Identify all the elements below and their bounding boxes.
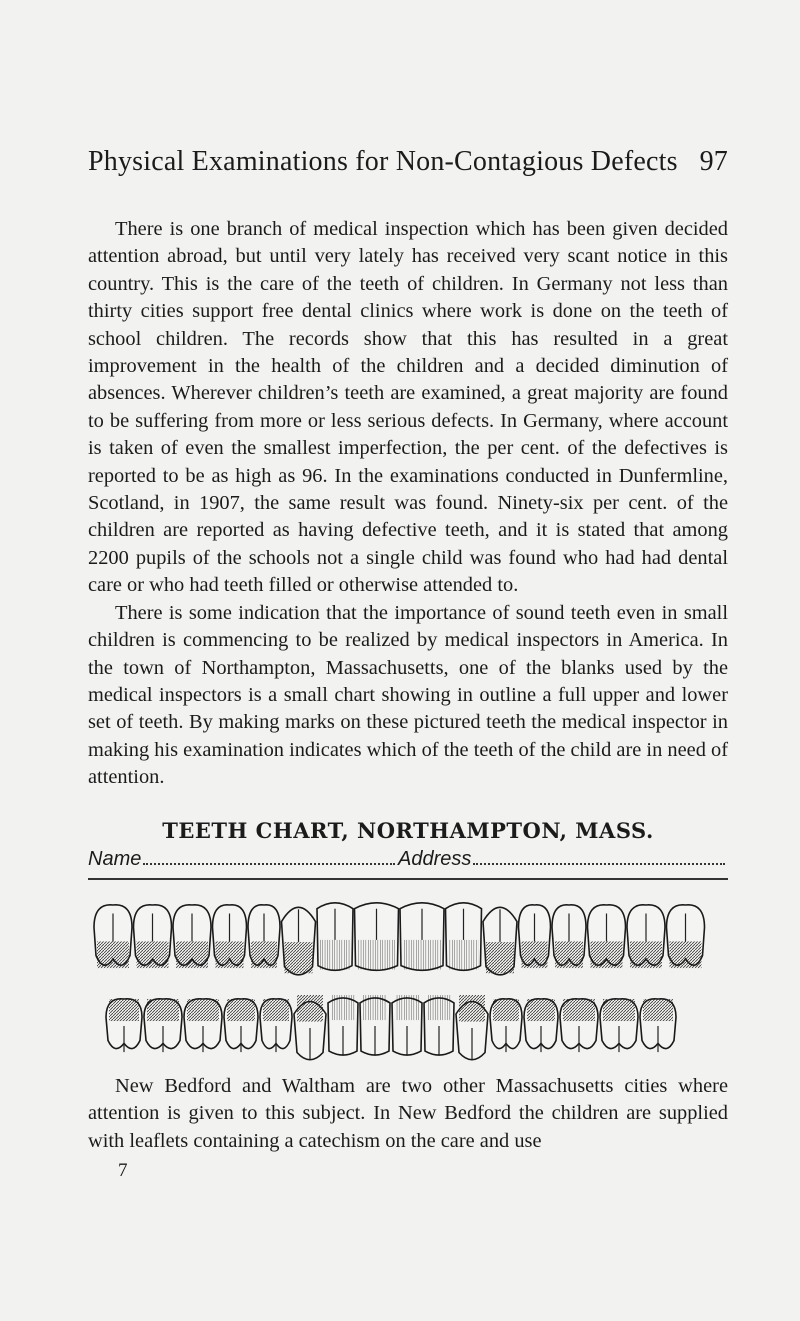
signature-mark: 7 bbox=[118, 1160, 128, 1181]
teeth-chart-illustration bbox=[92, 893, 724, 1068]
tooth-icon bbox=[260, 999, 292, 1052]
page-number: 97 bbox=[699, 146, 728, 177]
tooth-icon bbox=[248, 905, 280, 968]
tooth-icon bbox=[392, 995, 422, 1056]
tooth-icon bbox=[667, 905, 705, 968]
paragraph-dental-clinics: There is one branch of medical inspection which has been given decided attention abroad, but until very lately has received very scant notice in this country. This is the care of the teeth of children. In Germany not less than thirty cities support free dental clinics where work is done on the teeth of school children. The records show that this has resulted in a great improvement in the health of the children and a decided diminution of absences. Wherever children’s teeth are examined, a great majority are found to be suffering from more or less serious defects. In Germany, where account is taken of even the smallest imperfection, the per cent. of the defectives is reported to be as high as 96. In the examinations conducted in Dunfermline, Scotland, in 1907, the same result was found. Ninety-six per cent. of the children are reported as having defective teeth, and it is stated that among 2200 pupils of the schools not a single child was found who had had dental care or who had teeth filled or otherwise attended to. bbox=[88, 218, 728, 597]
tooth-icon bbox=[588, 905, 626, 968]
tooth-icon bbox=[600, 999, 638, 1052]
tooth-icon bbox=[446, 903, 482, 970]
tooth-icon bbox=[519, 905, 551, 968]
tooth-icon bbox=[490, 999, 522, 1052]
address-label: Address bbox=[398, 848, 472, 870]
page-header-title: Physical Examinations for Non-Contagious Defects bbox=[88, 146, 678, 177]
tooth-icon bbox=[282, 907, 316, 975]
tooth-icon bbox=[213, 905, 247, 968]
tooth-icon bbox=[184, 999, 222, 1052]
tooth-icon bbox=[456, 995, 488, 1060]
tooth-icon bbox=[294, 995, 326, 1060]
tooth-icon bbox=[524, 999, 558, 1052]
running-header bbox=[88, 146, 728, 178]
tooth-icon bbox=[483, 907, 517, 975]
body-text-upper bbox=[88, 216, 728, 792]
lower-teeth-row bbox=[106, 995, 676, 1060]
name-blank-line bbox=[143, 862, 395, 865]
tooth-icon bbox=[552, 905, 586, 968]
tooth-icon bbox=[360, 995, 390, 1056]
tooth-icon bbox=[355, 903, 399, 970]
teeth-chart-title: TEETH CHART, NORTHAMPTON, MASS. bbox=[162, 818, 654, 843]
upper-teeth-row bbox=[94, 903, 705, 975]
body-text-lower bbox=[88, 1073, 728, 1155]
form-rule bbox=[88, 878, 728, 880]
teeth-chart-form-line bbox=[88, 848, 728, 871]
tooth-icon bbox=[317, 903, 353, 970]
tooth-icon bbox=[640, 999, 676, 1052]
address-blank-line bbox=[473, 862, 725, 865]
tooth-icon bbox=[94, 905, 132, 968]
tooth-icon bbox=[106, 999, 142, 1052]
tooth-icon bbox=[424, 995, 454, 1056]
tooth-icon bbox=[224, 999, 258, 1052]
tooth-icon bbox=[144, 999, 182, 1052]
tooth-icon bbox=[173, 905, 211, 968]
paragraph-new-bedford: New Bedford and Waltham are two other Massachusetts cities where attention is given to this subject. In New Bedford the children are supplied with leaflets containing a catechism on the care and use bbox=[88, 1075, 728, 1152]
tooth-icon bbox=[400, 903, 444, 970]
tooth-icon bbox=[134, 905, 172, 968]
tooth-icon bbox=[560, 999, 598, 1052]
name-label: Name bbox=[88, 848, 142, 870]
paragraph-northampton: There is some indication that the importance of sound teeth even in small children is commencing to be realized by medical inspectors in America. In the town of Northampton, Massachusetts, one of the blanks used by the medical inspectors is a small chart showing in outline a full upper and lower set of teeth. By making marks on these pictured teeth the medical inspector in making his examination indicates which of the teeth of the child are in need of attention. bbox=[88, 601, 728, 789]
tooth-icon bbox=[627, 905, 665, 968]
tooth-icon bbox=[328, 995, 358, 1056]
